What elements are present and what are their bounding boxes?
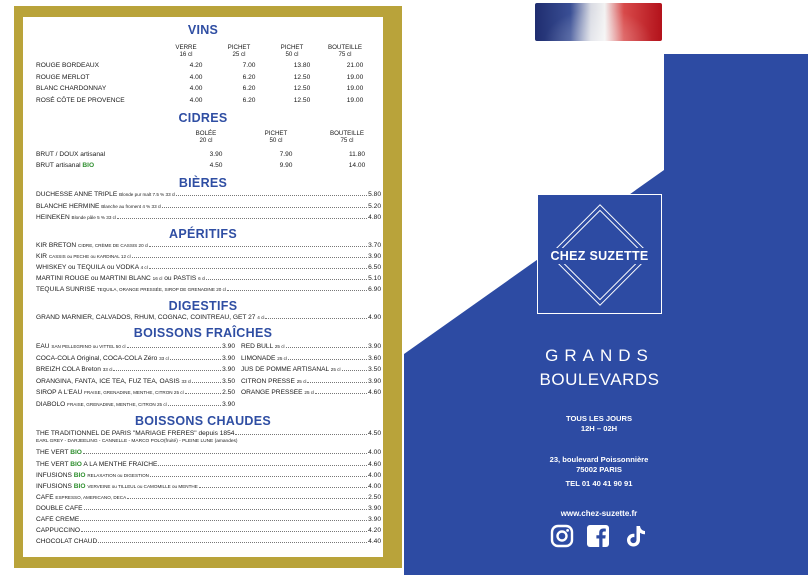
vins-price: 6.20 (242, 73, 256, 81)
chaude-row-name: THÉ VERT (36, 449, 71, 456)
fraiche-row-left (36, 366, 235, 375)
biere-row-name: BLANCHE HERMINE (36, 202, 102, 210)
vins-col-volume: 50 cl (285, 51, 299, 59)
biere-row-price: 4.80 (368, 214, 381, 221)
chaude-row-price: 3.90 (368, 516, 381, 523)
fraiche-row-right-label (241, 343, 285, 351)
cidres-col-header (317, 130, 377, 144)
chaude-row (36, 516, 381, 525)
chaude-row-leader-dots (199, 483, 367, 488)
biere-row-leader-dots (117, 214, 367, 219)
vins-col-volume: 16 cl (179, 51, 193, 59)
fraiche-row-left-leader-dots (185, 389, 222, 394)
fraiche-row-left (36, 343, 235, 352)
boissons-chaudes-title: BOISSONS CHAUDES (134, 414, 272, 428)
vins-row-name: ROUGE BORDEAUX (36, 62, 100, 69)
fraiche-row-right-detail: 25 cl (330, 367, 341, 372)
chaude-row-leader-dots (235, 430, 367, 435)
facebook-icon[interactable] (585, 523, 611, 549)
logo-text: CHEZ SUZETTE (538, 248, 661, 264)
fraiche-row-left-price: 3.90 (222, 366, 235, 373)
biere-row-leader-dots (162, 203, 367, 208)
fraiche-row-right-name: RED BULL (241, 343, 275, 350)
digestif-row-leader-dots (265, 314, 367, 319)
fraiche-row-right-leader-dots (307, 378, 367, 383)
biere-row-name: HEINEKEN (36, 214, 72, 221)
chaude-row-name: THÉ TRADITIONNEL DE PARIS "MARIAGE FRÈRES" depuis 1854 (36, 430, 235, 437)
biere-row-label (36, 214, 116, 222)
aperitif-row-name: KIR BRETON (36, 242, 79, 249)
cidres-col-name: BOLÉE (195, 130, 217, 137)
tiktok-icon[interactable] (623, 523, 649, 549)
aperitif-row-name: KIR (36, 253, 49, 260)
biere-row-detail: Blonde pur malt 7.5 % 33 cl (119, 192, 176, 197)
chaude-row-name: INFUSIONS (36, 472, 74, 479)
fraiche-row-right (241, 355, 381, 364)
aperitif-row-label (36, 253, 131, 261)
fraiche-row-left-price: 2.50 (222, 389, 235, 396)
aperitif-row-detail2: 6 cl (198, 276, 206, 281)
cidres-price: 11.80 (348, 151, 365, 158)
vins-price: 12.50 (293, 73, 311, 81)
aperitif-row (36, 242, 381, 251)
location-title-line2: BOULEVARDS (539, 370, 660, 389)
biere-row-price: 5.80 (368, 191, 381, 198)
biere-row-detail: Blonde pâle 5 % 33 cl (71, 215, 116, 220)
chaude-row-price: 4.00 (368, 472, 381, 479)
fraiche-row-right-detail: 25 cl (277, 355, 287, 361)
opening-hours: 12H – 02H (580, 424, 618, 433)
chaude-row-label (36, 494, 126, 502)
digestif-row-detail: 4 cl (257, 315, 265, 320)
fraiche-row-left-leader-dots (127, 343, 222, 348)
fraiche-row-left (36, 401, 235, 410)
fraiche-row-right-leader-dots (286, 343, 368, 348)
fraiche-row-right-name: CITRON PRESSÉ (241, 377, 297, 385)
vins-col-header (262, 44, 322, 58)
aperitif-row-price: 3.70 (368, 242, 381, 249)
vins-price: 12.50 (293, 85, 311, 92)
vins-price: 6.20 (242, 85, 256, 92)
aperitif-row-label (36, 264, 148, 272)
fraiche-row-right-detail: 25 cl (274, 344, 285, 349)
digestifs-title: DIGESTIFS (168, 299, 238, 313)
chaude-row-price: 4.20 (368, 527, 381, 534)
fraiche-row-right-label (241, 389, 314, 397)
fraiche-row-left (36, 355, 235, 364)
fraiche-row-left-label (36, 401, 167, 409)
fraiche-row-right-leader-dots (288, 355, 367, 360)
brand-panel (404, 0, 808, 575)
aperitifs-title: APÉRITIFS (169, 227, 237, 241)
fraiche-row-right-price: 3.90 (368, 377, 381, 385)
chaude-row-name: CAFÉ CRÈME (36, 516, 80, 523)
digestif-row-name: GRAND MARNIER, CALVADOS, RHUM, COGNAC, COINTREAU, GET 27 (36, 314, 258, 321)
chaude-row-price: 4.00 (368, 483, 381, 490)
biere-row-leader-dots (176, 191, 367, 196)
website-link[interactable]: www.chez-suzette.fr (560, 509, 638, 518)
fraiche-row-left-detail: 33 cl (159, 355, 169, 361)
fraiche-row-right (241, 389, 381, 398)
fraiche-row-left-price: 3.50 (222, 377, 235, 385)
fraiche-row-left-leader-dots (170, 355, 221, 360)
chaude-row (36, 461, 381, 470)
fraiche-row-right-label (241, 355, 287, 363)
chaude-row-price: 3.90 (368, 505, 381, 512)
aperitif-row (36, 253, 381, 262)
aperitif-row-name: WHISKEY ou TEQUILA ou VODKA (36, 264, 141, 271)
fraiche-row-left-name: BREIZH COLA Breton (36, 366, 103, 373)
vins-price: 4.20 (189, 62, 203, 69)
aperitif-row-name2: ou PASTIS (162, 275, 199, 282)
chaude-row (36, 527, 381, 536)
chaude-row-leader-dots (83, 449, 367, 454)
vins-col-header (156, 44, 216, 58)
fraiche-row-left-price: 3.90 (222, 343, 235, 350)
aperitif-row-leader-dots (132, 253, 368, 258)
chaude-row-leader-dots (84, 505, 368, 510)
fraiche-row-left (36, 378, 235, 387)
biere-row-detail: Blanche au froment 4 % 33 cl (101, 203, 162, 209)
chaude-row-label (36, 449, 82, 457)
fraiche-row-left-label (36, 343, 126, 351)
chaude-row-name: DOUBLE CAFÉ (36, 505, 83, 512)
aperitif-row-leader-dots (149, 242, 367, 247)
chaude-row (36, 430, 381, 439)
digestif-row (36, 314, 381, 323)
chaude-row-label (36, 483, 198, 491)
fraiche-row-left-detail: 33 cl (181, 378, 192, 384)
fraiche-row-right-price: 3.60 (368, 354, 381, 362)
aperitif-row (36, 286, 381, 295)
chaude-row (36, 472, 381, 481)
vins-title: VINS (187, 23, 219, 37)
vins-col-name: BOUTEILLE (327, 44, 363, 51)
biere-row-label (36, 203, 161, 211)
cidres-row-name: BRUT / DOUX artisanal (36, 151, 106, 158)
fraiche-row-left-leader-dots (168, 401, 221, 406)
fraiche-row-right-detail: 25 cl (304, 390, 315, 395)
fraiche-row-right-price: 3.90 (368, 343, 381, 350)
chaude-row (36, 538, 381, 547)
cidres-col-name: PICHET (264, 130, 288, 137)
aperitif-row-label (36, 275, 205, 283)
vins-price: 19.00 (346, 96, 364, 104)
fraiche-row-right (241, 378, 381, 387)
chaude-row-label (36, 538, 97, 546)
fraiche-row-left-name: DIABOLO (36, 400, 68, 408)
chaude-row-label (36, 516, 79, 524)
chaude-row-name: INFUSIONS (36, 483, 74, 490)
vins-col-volume: 25 cl (232, 51, 246, 59)
chaude-row-name: CAPPUCCINO (36, 527, 80, 534)
digestif-row-price: 4.90 (368, 314, 381, 321)
vins-price: 7.00 (242, 62, 256, 69)
chaude-row-label (36, 505, 83, 513)
vins-price: 12.50 (293, 96, 311, 104)
chaude-row-leader-dots (158, 461, 367, 466)
chaude-row-price: 4.00 (368, 449, 381, 456)
chaude-row-bio-tag: BIO (73, 472, 86, 479)
chaude-row-name: THÉ VERT (36, 461, 71, 468)
aperitif-row-name: MARTINI ROUGE ou MARTINI BLANC (36, 275, 153, 282)
aperitif-row-name: TEQUILA SUNRISE (36, 286, 97, 293)
chaude-row-name: CAFÉ (36, 494, 56, 501)
aperitif-row-detail: CASSIS ou PECHE ou KARDINAL 12 cl (48, 254, 131, 259)
fraiche-row-left-name: COCA-COLA Original, COCA-COLA Zéro (36, 354, 160, 362)
fraiche-row-left-detail: FRAISE, GRENADINE, MENTHE, CITRON 25 cl (67, 401, 167, 407)
fraiche-row-right-name: LIMONADE (241, 354, 278, 362)
chaude-row-leader-dots (80, 516, 367, 521)
chaude-row (36, 494, 381, 503)
fraiche-row-left-name: SIROP A L'EAU (36, 389, 85, 396)
aperitif-row-label (36, 286, 226, 294)
chaude-row-price: 4.60 (368, 461, 381, 468)
vins-col-volume: 75 cl (338, 51, 352, 59)
location-title-line1: GRANDS (545, 346, 654, 365)
fraiche-row-left-label (36, 366, 112, 374)
chaude-row-bio-tag: BIO (70, 461, 82, 468)
boissons-fraiches-title: BOISSONS FRAÎCHES (133, 326, 273, 340)
cidres-price: 7.90 (279, 151, 293, 158)
fraiche-row-right-detail: 25 cl (296, 378, 307, 384)
aperitif-row-leader-dots (227, 286, 367, 291)
chaude-row-label (36, 461, 157, 469)
aperitif-row-detail: CIDRE, CRÈME DE CASSIS 20 cl (78, 243, 149, 248)
tea-varieties-note: EARL GREY - DARJEELING - CANNELLE - MARCO POLO(fruité) - PLEINE LUNE (amandes) (36, 439, 238, 444)
vins-col-name: PICHET (280, 44, 304, 51)
aperitif-row-leader-dots (149, 264, 367, 269)
chaude-row-bio-tag: BIO (73, 483, 86, 490)
chaude-row-leader-dots (150, 472, 367, 477)
vins-price: 4.00 (189, 73, 203, 81)
fraiche-row-left-detail: SAN PELLEGRINO ou VITTEL 50 cl (51, 344, 126, 349)
fraiche-row-left-label (36, 389, 184, 397)
aperitif-row (36, 264, 381, 273)
fraiche-row-left-label (36, 355, 169, 363)
bio-tag: BIO (82, 162, 95, 169)
biere-row (36, 191, 381, 200)
biere-row-price: 5.20 (368, 202, 381, 210)
fraiche-row-left-price: 3.90 (222, 400, 235, 408)
biere-row-label (36, 191, 175, 199)
chaude-row-label (36, 472, 149, 480)
chaude-row-name-rest: A LA MENTHE FRAÎCHE (81, 461, 158, 468)
vins-col-header (315, 44, 375, 58)
vins-price: 19.00 (346, 73, 364, 81)
cidres-col-header (176, 130, 236, 144)
cidres-row-label (36, 151, 105, 159)
aperitif-row-label (36, 242, 148, 250)
fraiche-row-left-price: 3.90 (222, 354, 235, 362)
fraiche-row-right-label (241, 366, 341, 374)
restaurant-logo (537, 194, 662, 314)
biere-row (36, 203, 381, 212)
vins-row-name: ROSÉ CÔTE DE PROVENCE (36, 96, 125, 104)
fraiche-row-left-name: ORANGINA, FANTA, ICE TEA, FUZ TEA, OASIS (36, 377, 182, 385)
aperitif-row-price: 6.50 (368, 264, 381, 271)
cidres-row-name: BRUT artisanal (36, 162, 83, 169)
fraiche-row-left-detail: FRAISE, GRENADINE, MENTHE, CITRON 25 cl (84, 390, 184, 395)
aperitif-row-detail: 4 cl (140, 265, 148, 270)
vins-col-name: VERRE (175, 44, 197, 51)
aperitif-row-price: 5.10 (368, 275, 381, 282)
fraiche-row-left (36, 389, 235, 398)
cidres-title: CIDRES (178, 111, 228, 125)
bieres-title: BIÈRES (178, 176, 228, 190)
cidres-col-name: BOUTEILLE (329, 130, 365, 137)
vins-price: 21.00 (346, 62, 364, 69)
fraiche-row-right-price: 3.50 (368, 366, 381, 373)
chaude-row-label (36, 527, 80, 535)
drinks-menu (23, 17, 383, 557)
vins-price: 4.00 (189, 85, 203, 92)
digestif-row-label (36, 314, 264, 322)
fraiche-row-right-leader-dots (342, 366, 368, 371)
chaude-row (36, 449, 381, 458)
cidres-row-label (36, 162, 94, 170)
chaude-row-label (36, 430, 234, 438)
chaude-row-leader-dots (98, 538, 367, 543)
fraiche-row-left-leader-dots (113, 366, 221, 371)
cidres-col-volume: 20 cl (199, 137, 213, 145)
vins-row-name: ROUGE MERLOT (36, 73, 90, 81)
chaude-row (36, 483, 381, 492)
vins-price: 19.00 (346, 85, 364, 92)
fraiche-row-right (241, 343, 381, 352)
vins-col-header (209, 44, 269, 58)
phone-number: TEL 01 40 41 90 91 (565, 479, 633, 488)
fraiche-row-right-label (241, 378, 306, 386)
cidres-price: 9.90 (279, 162, 293, 169)
fraiche-row-right (241, 366, 381, 375)
fraiche-row-right-name: JUS DE POMME ARTISANAL (241, 366, 331, 373)
cidres-price: 4.50 (209, 162, 223, 169)
aperitif-row-leader-dots (206, 275, 367, 280)
chaude-row-detail: ESPRESSO, AMERICANO, DECA (55, 495, 127, 500)
chaude-row (36, 505, 381, 514)
fraiche-row-left-leader-dots (192, 378, 221, 383)
cidres-price: 3.90 (209, 151, 223, 158)
vins-price: 4.00 (189, 96, 203, 104)
instagram-icon[interactable] (549, 523, 575, 549)
cidres-col-volume: 75 cl (340, 137, 354, 145)
cidres-col-volume: 50 cl (269, 137, 283, 145)
chaude-row-price: 4.50 (368, 430, 381, 437)
vins-price: 13.80 (293, 62, 311, 69)
chaude-row-leader-dots (81, 527, 367, 532)
chaude-row-name: CHOCOLAT CHAUD (36, 538, 98, 545)
cidres-col-header (246, 130, 306, 144)
chaude-row-price: 2.50 (368, 494, 381, 501)
address-street: 23, boulevard Poissonnière (549, 455, 649, 464)
vins-row-name: BLANC CHARDONNAY (36, 85, 107, 92)
aperitif-row-price: 6.90 (368, 286, 381, 293)
aperitif-row-detail: 16 cl (152, 276, 163, 281)
chaude-row-leader-dots (127, 494, 367, 499)
fraiche-row-left-label (36, 378, 191, 386)
vins-col-name: PICHET (227, 44, 251, 51)
fraiche-row-right-price: 4.60 (368, 389, 381, 396)
chaude-row-detail: VERVEINE ou TILLEUL ou CAMOMILLE ou MENTHE (87, 484, 198, 489)
french-flag-image (535, 3, 662, 41)
vins-price: 6.20 (242, 96, 256, 104)
opening-days: TOUS LES JOURS (565, 414, 633, 423)
address-city: 75002 PARIS (576, 465, 622, 474)
fraiche-row-right-name: ORANGE PRESSÉE (241, 389, 305, 396)
chaude-row-bio-tag: BIO (70, 449, 82, 456)
aperitif-row (36, 275, 381, 284)
aperitif-row-price: 3.90 (368, 253, 381, 260)
biere-row (36, 214, 381, 223)
chaude-row-price: 4.40 (368, 538, 381, 545)
biere-row-name: DUCHESSE ANNE TRIPLE (36, 191, 120, 198)
cidres-price: 14.00 (348, 162, 366, 169)
fraiche-row-left-name: EAU (36, 343, 52, 350)
chaude-row-detail: RELAXATION ou DIGESTION (87, 473, 150, 478)
fraiche-row-left-detail: 33 cl (102, 367, 113, 372)
fraiche-row-right-leader-dots (315, 389, 367, 394)
aperitif-row-detail: TEQUILA, ORANGE PRESSÉE, SIROP DE GRENADINE 20 cl (96, 287, 226, 292)
